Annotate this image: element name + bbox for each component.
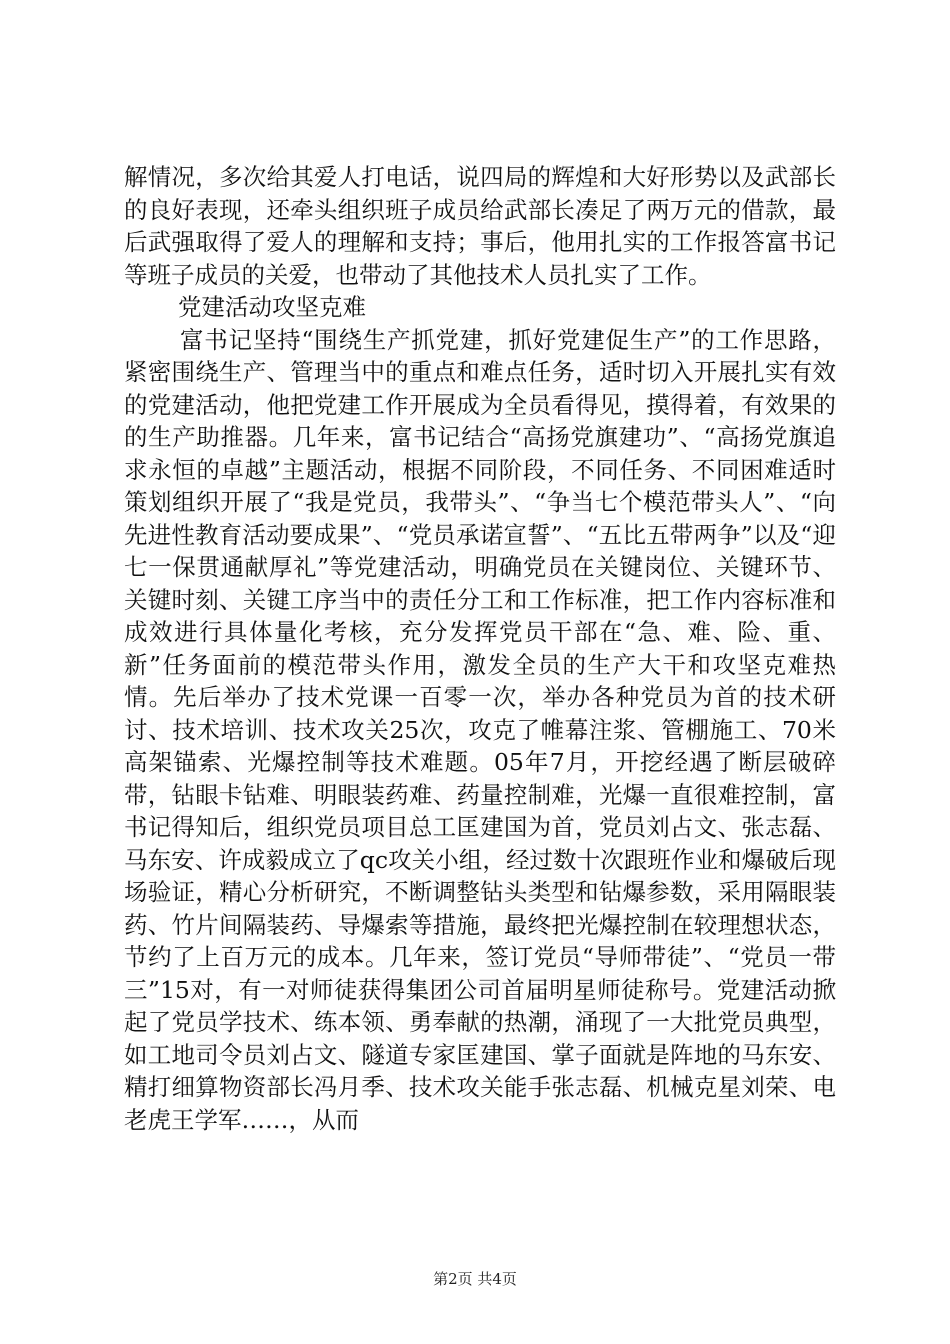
document-body bbox=[124, 161, 836, 1136]
section-heading: 党建活动攻坚克难 bbox=[178, 293, 366, 321]
section-paragraph: 富书记坚持“围绕生产抓党建，抓好党建促生产”的工作思路，紧密围绕生产、管理当中的重点和难点任务，适时切入开展扎实有效的党建活动，他把党建工作开展成为全员看得见，摸得着，有效果的的生产助推器。几年来，富书记结合“高扬党旗建功”、“高扬党旗追求永恒的卓越”主题活动，根据不同阶段，不同任务、不同困难适时策划组织开展了“我是党员，我带头”、“争当七个模范带头人”、“向先进性教育活动要成果”、“党员承诺宣誓”、“五比五带两争”以及“迎七一保贯通献厚礼”等党建活动，明确党员在关键岗位、关键环节、关键时刻、关键工序当中的责任分工和工作标准，把工作内容标准和成效进行具体量化考核，充分发挥党员干部在“急、难、险、重、新”任务面前的模范带头作用，激发全员的生产大干和攻坚克难热情。先后举办了技术党课一百零一次，举办各种党员为首的技术研讨、技术培训、技术攻关25次，攻克了帷幕注浆、管棚施工、70米高架锚索、光爆控制等技术难题。05年7月，开挖经遇了断层破碎带，钻眼卡钻难、明眼装药难、药量控制难，光爆一直很难控制，富书记得知后，组织党员项目总工匡建国为首，党员刘占文、张志磊、马东安、许成毅成立了qc攻关小组，经过数十次跟班作业和爆破后现场验证，精心分析研究，不断调整钻头类型和钻爆参数，采用隔眼装药、竹片间隔装药、导爆索等措施，最终把光爆控制在较理想状态，节约了上百万元的成本。几年来，签订党员“导师带徒”、“党员一带三”15对，有一对师徒获得集团公司首届明星师徒称号。党建活动掀起了党员学技术、练本领、勇奉献的热潮，涌现了一大批党员典型，如工地司令员刘占文、隧道专家匡建国、掌子面就是阵地的马东安、精打细算物资部长冯月季、技术攻关能手张志磊、机械克星刘荣、电老虎王学军……，从而 bbox=[124, 325, 836, 1134]
page-number-footer: 第2页 共4页 bbox=[433, 1270, 517, 1288]
continuation-paragraph: 解情况，多次给其爱人打电话，说四局的辉煌和大好形势以及武部长的良好表现，还牵头组织班子成员给武部长凑足了两万元的借款，最后武强取得了爱人的理解和支持；事后，他用扎实的工作报答富书记等班子成员的关爱，也带动了其他技术人员扎实了工作。 bbox=[124, 163, 836, 289]
